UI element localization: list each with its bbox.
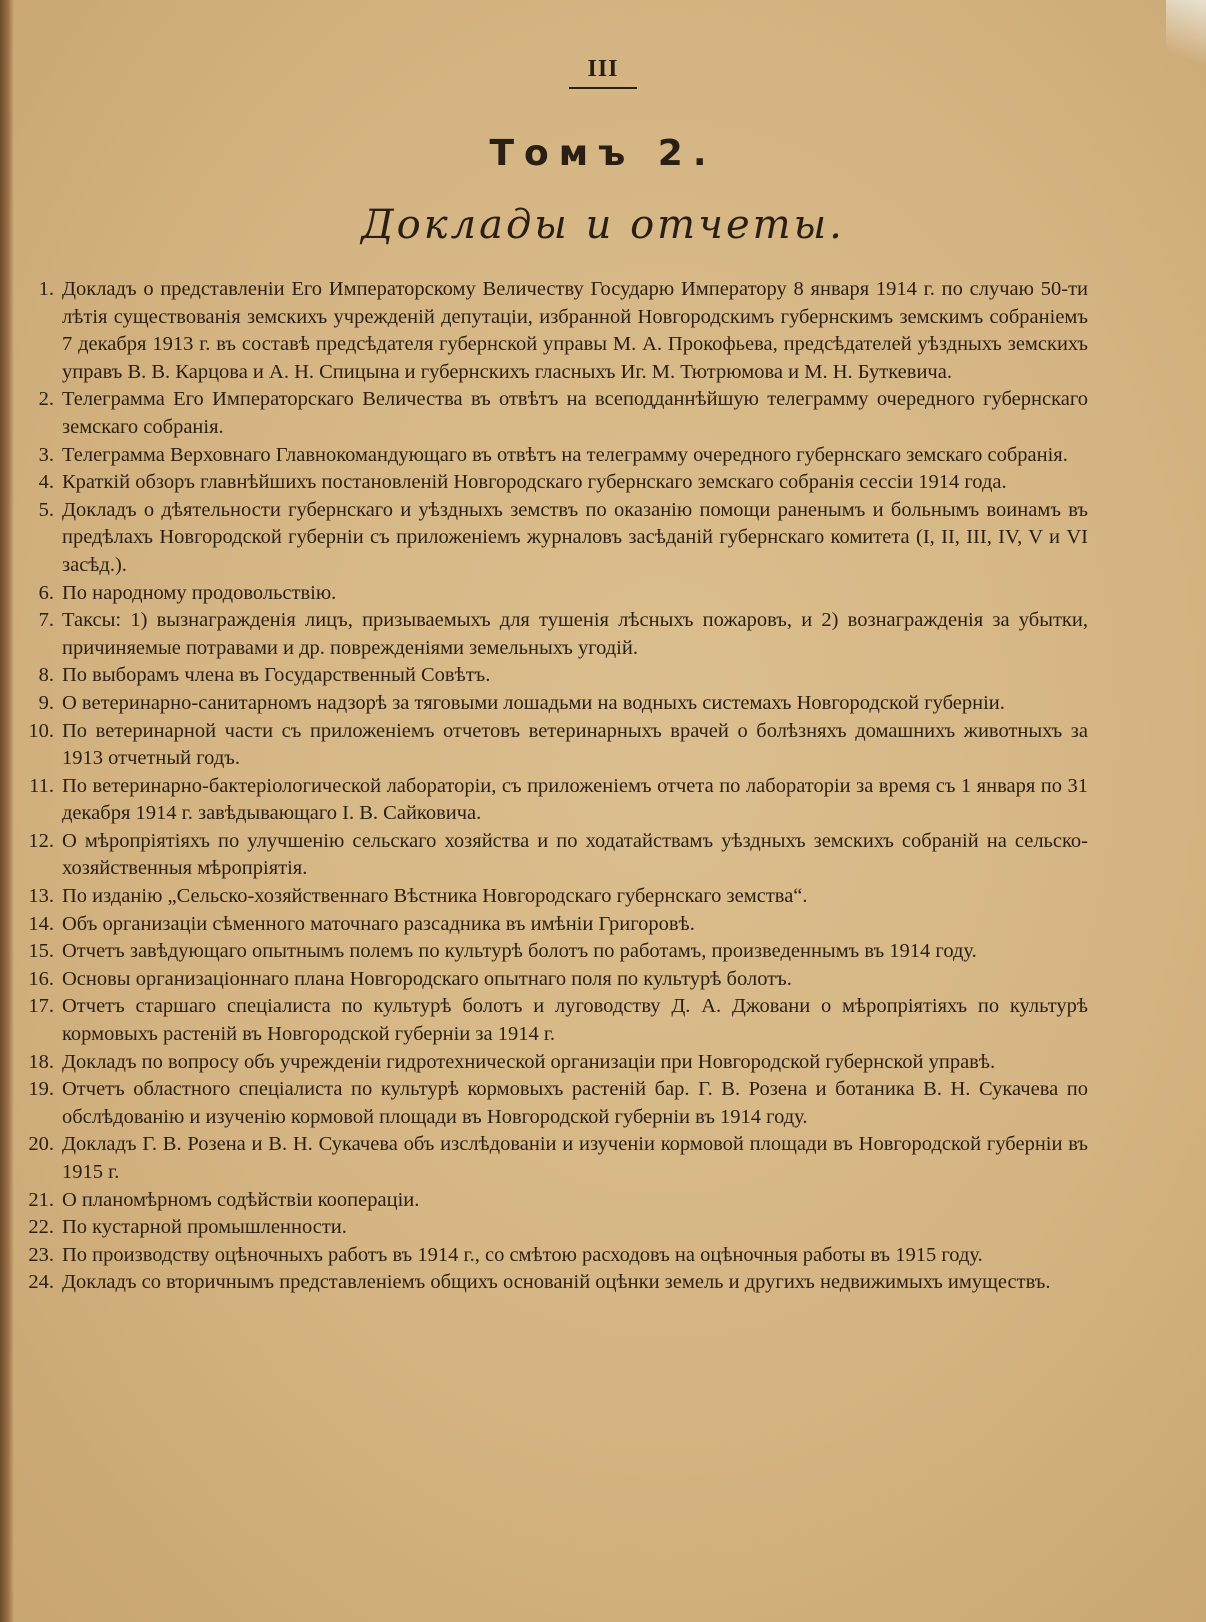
contents-item [18, 386, 1088, 441]
contents-item [18, 1269, 1088, 1297]
item-number: 3. [38, 443, 54, 466]
contents-item [18, 773, 1088, 828]
contents-list [18, 276, 1088, 1297]
contents-item [18, 607, 1088, 662]
page-number: III [569, 56, 636, 89]
contents-item [18, 1131, 1088, 1186]
item-number: 10. [28, 719, 54, 742]
contents-item [18, 662, 1088, 690]
contents-item [18, 911, 1088, 939]
item-text: Докладъ о дѣятельности губернскаго и уѣздныхъ земствъ по оказанію помощи раненымъ и больнымъ воинамъ въ предѣлахъ Новгородской губерніи съ приложеніемъ журналовъ засѣданій губернскаго комитета (I, II, III, IV, V и VI засѣд.). [62, 498, 1088, 576]
contents-item [18, 442, 1088, 470]
item-text: О мѣропріятіяхъ по улучшенію сельскаго хозяйства и по ходатайствамъ уѣздныхъ земскихъ собраній на сельско-хозяйственныя мѣропріятія. [62, 829, 1088, 880]
item-number: 4. [38, 471, 54, 494]
contents-item [18, 276, 1088, 386]
item-number: 18. [28, 1050, 54, 1073]
item-number: 7. [38, 609, 54, 632]
item-text: Докладъ Г. В. Розена и В. Н. Сукачева объ изслѣдованіи и изученіи кормовой площади въ Новгородской губерніи въ 1915 г. [62, 1133, 1088, 1183]
item-text: Докладъ со вторичнымъ представленіемъ общихъ основаній оцѣнки земель и другихъ недвижимыхъ имуществъ. [62, 1271, 1051, 1294]
item-number: 19. [28, 1078, 54, 1101]
item-text: Отчетъ старшаго спеціалиста по культурѣ болотъ и луговодству Д. А. Джовани о мѣропріятіяхъ по культурѣ кормовыхъ растеній въ Новгородской губерніи за 1914 г. [62, 995, 1088, 1046]
item-text: По производству оцѣночныхъ работъ въ 1914 г., со смѣтою расходовъ на оцѣночныя работы въ 1915 году. [62, 1243, 983, 1266]
item-number: 2. [38, 388, 54, 411]
item-number: 9. [38, 691, 54, 714]
item-number: 14. [28, 912, 54, 935]
item-number: 17. [28, 995, 54, 1018]
contents-item [18, 1214, 1088, 1242]
contents-item [18, 883, 1088, 911]
item-number: 20. [28, 1133, 54, 1156]
item-text: Объ организаціи сѣменного маточнаго разсадника въ имѣніи Григоровѣ. [62, 912, 695, 935]
item-text: Отчетъ завѣдующаго опытнымъ полемъ по культурѣ болотъ по работамъ, произведеннымъ въ 1914 году. [62, 940, 977, 963]
item-text: Телеграмма Его Императорскаго Величества въ отвѣтъ на всеподданнѣйшую телеграмму очередного губернскаго земскаго собранія. [62, 388, 1088, 438]
contents-item [18, 1242, 1088, 1270]
item-number: 5. [38, 498, 54, 521]
item-number: 13. [28, 885, 54, 908]
contents-item [18, 580, 1088, 608]
item-text: По изданію „Сельско-хозяйственнаго Вѣстника Новгородскаго губернскаго земства“. [62, 885, 808, 908]
item-text: Докладъ о представленіи Его Императорскому Величеству Государю Императору 8 января 1914 г. по случаю 50-ти лѣтія существованія земскихъ учрежденій депутаціи, избранной Новгородскимъ губернскимъ земскимъ собраніемъ 7 декабря 1913 г. въ составѣ предсѣдателя губернской управы М. А. Прокофьева, предсѣдателей уѣздныхъ земскихъ управъ В. В. Карцова и А. Н. Спицына и губернскихъ гласныхъ Иг. М. Тютрюмова и М. Н. Буткевича. [62, 278, 1088, 383]
contents-item [18, 828, 1088, 883]
volume-title: Томъ 2. [489, 133, 717, 174]
item-number: 15. [28, 940, 54, 963]
item-number: 6. [38, 581, 54, 604]
item-text: Телеграмма Верховнаго Главнокомандующаго въ отвѣтъ на телеграмму очередного губернскаго земскаго собранія. [62, 443, 1068, 466]
contents-item [18, 497, 1088, 580]
item-text: По кустарной промышленности. [62, 1216, 347, 1239]
contents-item [18, 690, 1088, 718]
item-number: 24. [28, 1271, 54, 1294]
item-number: 12. [28, 829, 54, 852]
item-number: 23. [28, 1243, 54, 1266]
item-number: 8. [38, 664, 54, 687]
contents-item [18, 469, 1088, 497]
contents-item [18, 938, 1088, 966]
contents-item [18, 1076, 1088, 1131]
section-title: Доклады и отчеты. [361, 202, 845, 248]
item-number: 16. [28, 967, 54, 990]
item-number: 11. [29, 774, 54, 797]
item-text: Основы организаціоннаго плана Новгородскаго опытнаго поля по культурѣ болотъ. [62, 967, 792, 990]
item-text: Таксы: 1) вызнагражденія лицъ, призываемыхъ для тушенія лѣсныхъ пожаровъ, и 2) вознагражденія за убытки, причиняемые потравами и др. поврежденіями земельныхъ угодій. [62, 609, 1088, 659]
contents-item [18, 993, 1088, 1048]
contents-item [18, 966, 1088, 994]
item-text: Докладъ по вопросу объ учрежденіи гидротехнической организаціи при Новгородской губернской управѣ. [62, 1050, 996, 1073]
item-number: 21. [28, 1188, 54, 1211]
item-text: О планомѣрномъ содѣйствіи коопераціи. [62, 1188, 420, 1211]
item-text: Отчетъ областного спеціалиста по культурѣ кормовыхъ растеній бар. Г. В. Розена и ботаника В. Н. Сукачева по обслѣдованію и изученію кормовой площади въ Новгородской губерніи въ 1914 году. [62, 1078, 1088, 1128]
item-text: Краткій обзоръ главнѣйшихъ постановленій Новгородскаго губернскаго земскаго собранія сессіи 1914 года. [62, 471, 1007, 494]
item-text: По выборамъ члена въ Государственный Совѣтъ. [62, 664, 491, 687]
contents-item [18, 1187, 1088, 1215]
contents-item [18, 718, 1088, 773]
contents-item [18, 1049, 1088, 1077]
item-text: По народному продовольствію. [62, 581, 337, 604]
item-number: 22. [28, 1216, 54, 1239]
item-text: По ветеринарно-бактеріологической лабораторіи, съ приложеніемъ отчета по лабораторіи за время съ 1 января по 31 декабря 1914 г. завѣдывающаго I. В. Сайковича. [62, 774, 1088, 825]
item-text: О ветеринарно-санитарномъ надзорѣ за тяговыми лошадьми на водныхъ системахъ Новгородской губерніи. [62, 691, 1005, 714]
item-number: 1. [38, 278, 54, 300]
item-text: По ветеринарной части съ приложеніемъ отчетовъ ветеринарныхъ врачей о болѣзняхъ домашнихъ животныхъ за 1913 отчетный годъ. [62, 719, 1088, 770]
page-header [0, 56, 1206, 248]
